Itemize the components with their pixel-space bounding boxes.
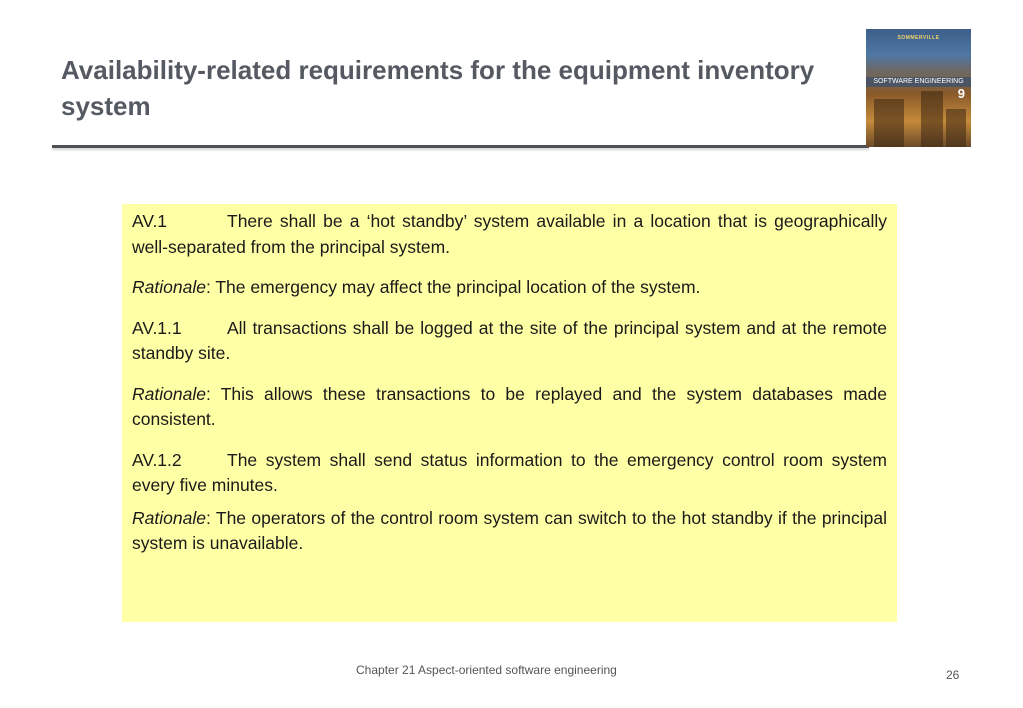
- cover-title: SOFTWARE ENGINEERING: [873, 78, 964, 85]
- requirement-av-1-1: [132, 316, 887, 367]
- rationale-av-1-1: [132, 382, 887, 433]
- requirement-id: AV.1: [132, 211, 168, 231]
- rationale-label: Rationale: [132, 277, 206, 297]
- rationale-text: : This allows these transactions to be replayed and the system databases made consistent.: [132, 383, 887, 429]
- title-divider: [52, 145, 869, 148]
- rationale-av-1: [132, 275, 887, 301]
- requirement-id: AV.1.2: [132, 449, 182, 470]
- requirement-text: There shall be a ‘hot standby’ system available in a location that is geographically well-separated from the principal system.: [132, 211, 887, 257]
- rationale-text: : The operators of the control room system can switch to the hot standby if the principal system is unavailable.: [132, 507, 887, 553]
- rationale-av-1-2: [132, 506, 887, 557]
- page-number: 26: [946, 668, 960, 682]
- rationale-label: Rationale: [132, 507, 206, 528]
- requirement-text: All transactions shall be logged at the site of the principal system and at the remote standby site.: [132, 317, 887, 363]
- book-cover-image: [866, 29, 971, 147]
- requirement-av-1-2: [132, 448, 887, 499]
- cover-author: SOMMERVILLE: [897, 35, 940, 41]
- requirement-text: The system shall send status information to the emergency control room system every five minutes.: [132, 449, 887, 495]
- rationale-label: Rationale: [132, 383, 206, 404]
- footer-chapter: Chapter 21 Aspect-oriented software engineering: [356, 663, 617, 677]
- requirement-id: AV.1.1: [132, 317, 182, 338]
- requirements-box: [122, 204, 897, 622]
- rationale-text: : The emergency may affect the principal location of the system.: [205, 277, 701, 297]
- requirement-av-1: [132, 209, 887, 260]
- slide-title: Availability-related requirements for the equipment inventory system: [61, 55, 815, 121]
- cover-edition: 9: [957, 86, 965, 101]
